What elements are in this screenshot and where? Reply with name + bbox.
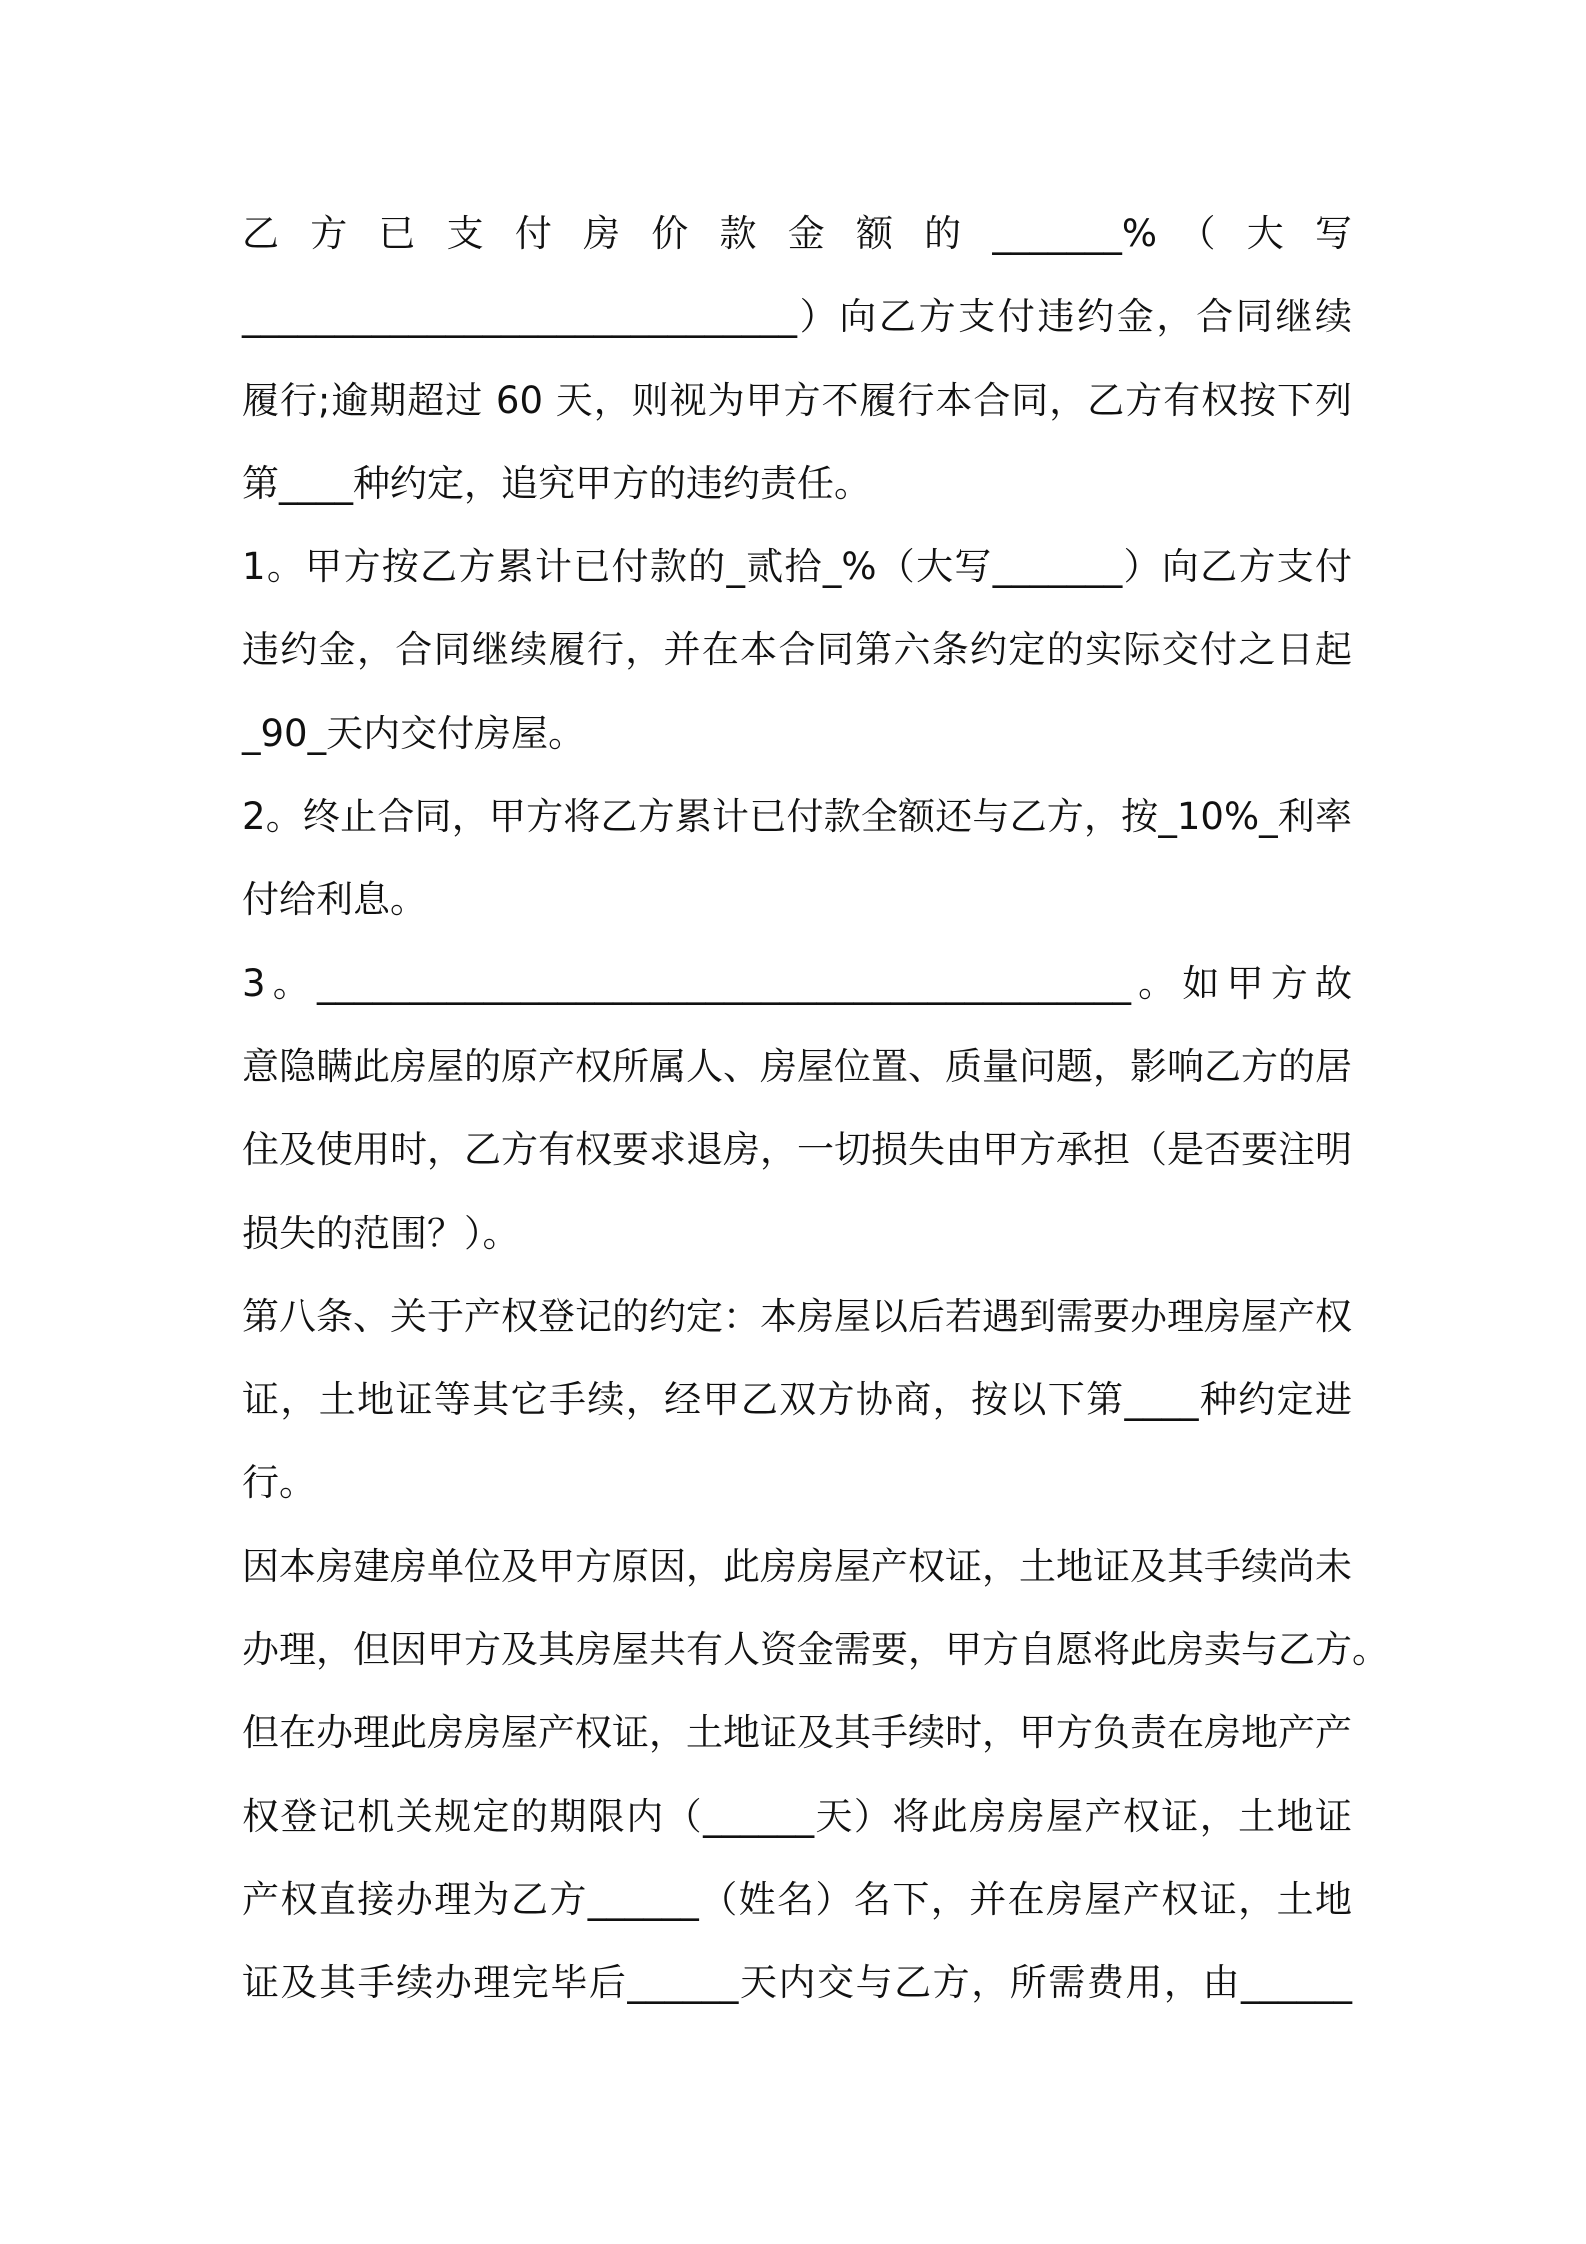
- contract-text-block: [242, 192, 1389, 2025]
- text-line: 办理，但因甲方及其房屋共有人资金需要，甲方自愿将此房卖与乙方。: [242, 1628, 1389, 1672]
- text-line: 第____种约定，追究甲方的违约责任。: [242, 461, 871, 505]
- text-line: 产权直接办理为乙方______（姓名）名下，并在房屋产权证，土地: [242, 1877, 1352, 1921]
- text-line: 付给利息。: [242, 878, 427, 922]
- text-line: 行。: [242, 1461, 316, 1505]
- text-line: 住及使用时，乙方有权要求退房，一切损失由甲方承担（是否要注明: [242, 1128, 1352, 1172]
- text-line: 3。____________________________________________。如甲方故: [242, 961, 1352, 1005]
- text-line: 但在办理此房房屋产权证，土地证及其手续时，甲方负责在房地产产: [242, 1711, 1352, 1755]
- text-line: 履行;逾期超过 60 天，则视为甲方不履行本合同，乙方有权按下列: [242, 378, 1352, 422]
- text-line: 证，土地证等其它手续，经甲乙双方协商，按以下第____种约定进: [242, 1378, 1352, 1422]
- text-line: 1。甲方按乙方累计已付款的_贰拾_%（大写_______）向乙方支付: [242, 545, 1352, 589]
- text-line: 意隐瞒此房屋的原产权所属人、房屋位置、质量问题，影响乙方的居: [242, 1044, 1352, 1088]
- text-line: 第八条、关于产权登记的约定：本房屋以后若遇到需要办理房屋产权: [242, 1294, 1352, 1338]
- text-line: 因本房建房单位及甲方原因，此房房屋产权证，土地证及其手续尚未: [242, 1544, 1352, 1588]
- text-line: 证及其手续办理完毕后______天内交与乙方，所需费用，由______: [242, 1961, 1352, 2005]
- text-line: 权登记机关规定的期限内（______天）将此房房屋产权证，土地证: [242, 1794, 1352, 1838]
- text-line: 乙 方 已 支 付 房 价 款 金 额 的 _______% （ 大 写: [242, 212, 1352, 255]
- text-line: 损失的范围？）。: [242, 1211, 520, 1255]
- text-line: 2。终止合同，甲方将乙方累计已付款全额还与乙方，按_10%_利率: [242, 795, 1352, 839]
- text-line: _90_天内交付房屋。: [242, 711, 586, 755]
- text-line: 违约金，合同继续履行，并在本合同第六条约定的实际交付之日起: [242, 628, 1352, 672]
- text-line: ______________________________）向乙方支付违约金，合同继续: [242, 295, 1352, 339]
